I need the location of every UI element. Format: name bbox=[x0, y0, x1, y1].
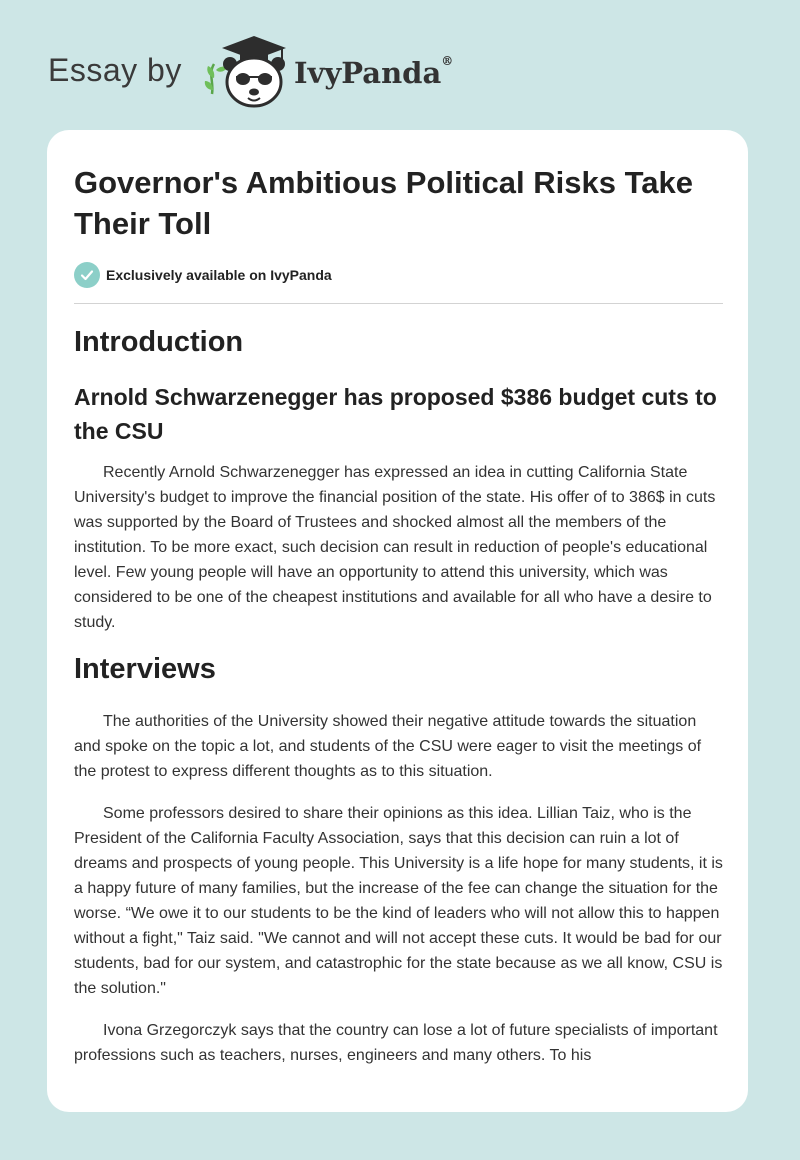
check-icon bbox=[74, 262, 100, 288]
exclusive-badge-text: Exclusively available on IvyPanda bbox=[106, 267, 332, 283]
section-heading-introduction: Introduction bbox=[74, 326, 244, 358]
paragraph: Recently Arnold Schwarzenegger has expressed an idea in cutting California State University's budget to improve the financial position of the state. His offer of to 386$ in cuts was supported by the Board of Trustees and shocked almost all the members of the institution. To be more exact, such decision can result in reduction of people's educational level. Few young people will have an opportunity to attend this university, which was considered to be one of the cheapest institutions and available for all who have a desire to study. bbox=[74, 464, 716, 631]
registered-mark: ® bbox=[441, 54, 454, 68]
paragraph: Some professors desired to share their opinions as this idea. Lillian Taiz, who is the President of the California Faculty Association, says that this decision can ruin a lot of dreams and prospects of young people. This University is a life hope for many students, it is a happy future of many families, but the increase of the fee can change the situation for the worse. “We owe it to our students to be the kind of leaders who will not allow this to happen without a fight," Taiz said. "We cannot and will not accept these cuts. It would be bad for our students, bad for our system, and catastrophic for the state because as we all know, CSU is the solution." bbox=[74, 805, 723, 997]
site-header bbox=[48, 34, 548, 114]
brand-name[interactable]: IvyPanda® bbox=[294, 54, 454, 90]
essay-body bbox=[74, 320, 724, 1068]
essay-card bbox=[47, 130, 748, 1112]
section-subheading: Arnold Schwarzenegger has proposed $386 budget cuts to the CSU bbox=[74, 384, 717, 444]
essay-title: Governor's Ambitious Political Risks Take Their Toll bbox=[74, 165, 693, 241]
divider bbox=[74, 303, 723, 304]
paragraph: The authorities of the University showed their negative attitude towards the situation and spoke on the topic a lot, and students of the CSU were eager to visit the meetings of the protest to express different thoughts as to this situation. bbox=[74, 713, 702, 780]
panda-logo-icon[interactable] bbox=[204, 34, 290, 110]
section-heading-interviews: Interviews bbox=[74, 653, 216, 685]
essay-by-label: Essay by bbox=[48, 52, 182, 88]
paragraph: Ivona Grzegorczyk says that the country can lose a lot of future specialists of important professions such as teachers, nurses, engineers and many others. To his bbox=[74, 1022, 718, 1064]
exclusive-badge bbox=[74, 262, 332, 288]
